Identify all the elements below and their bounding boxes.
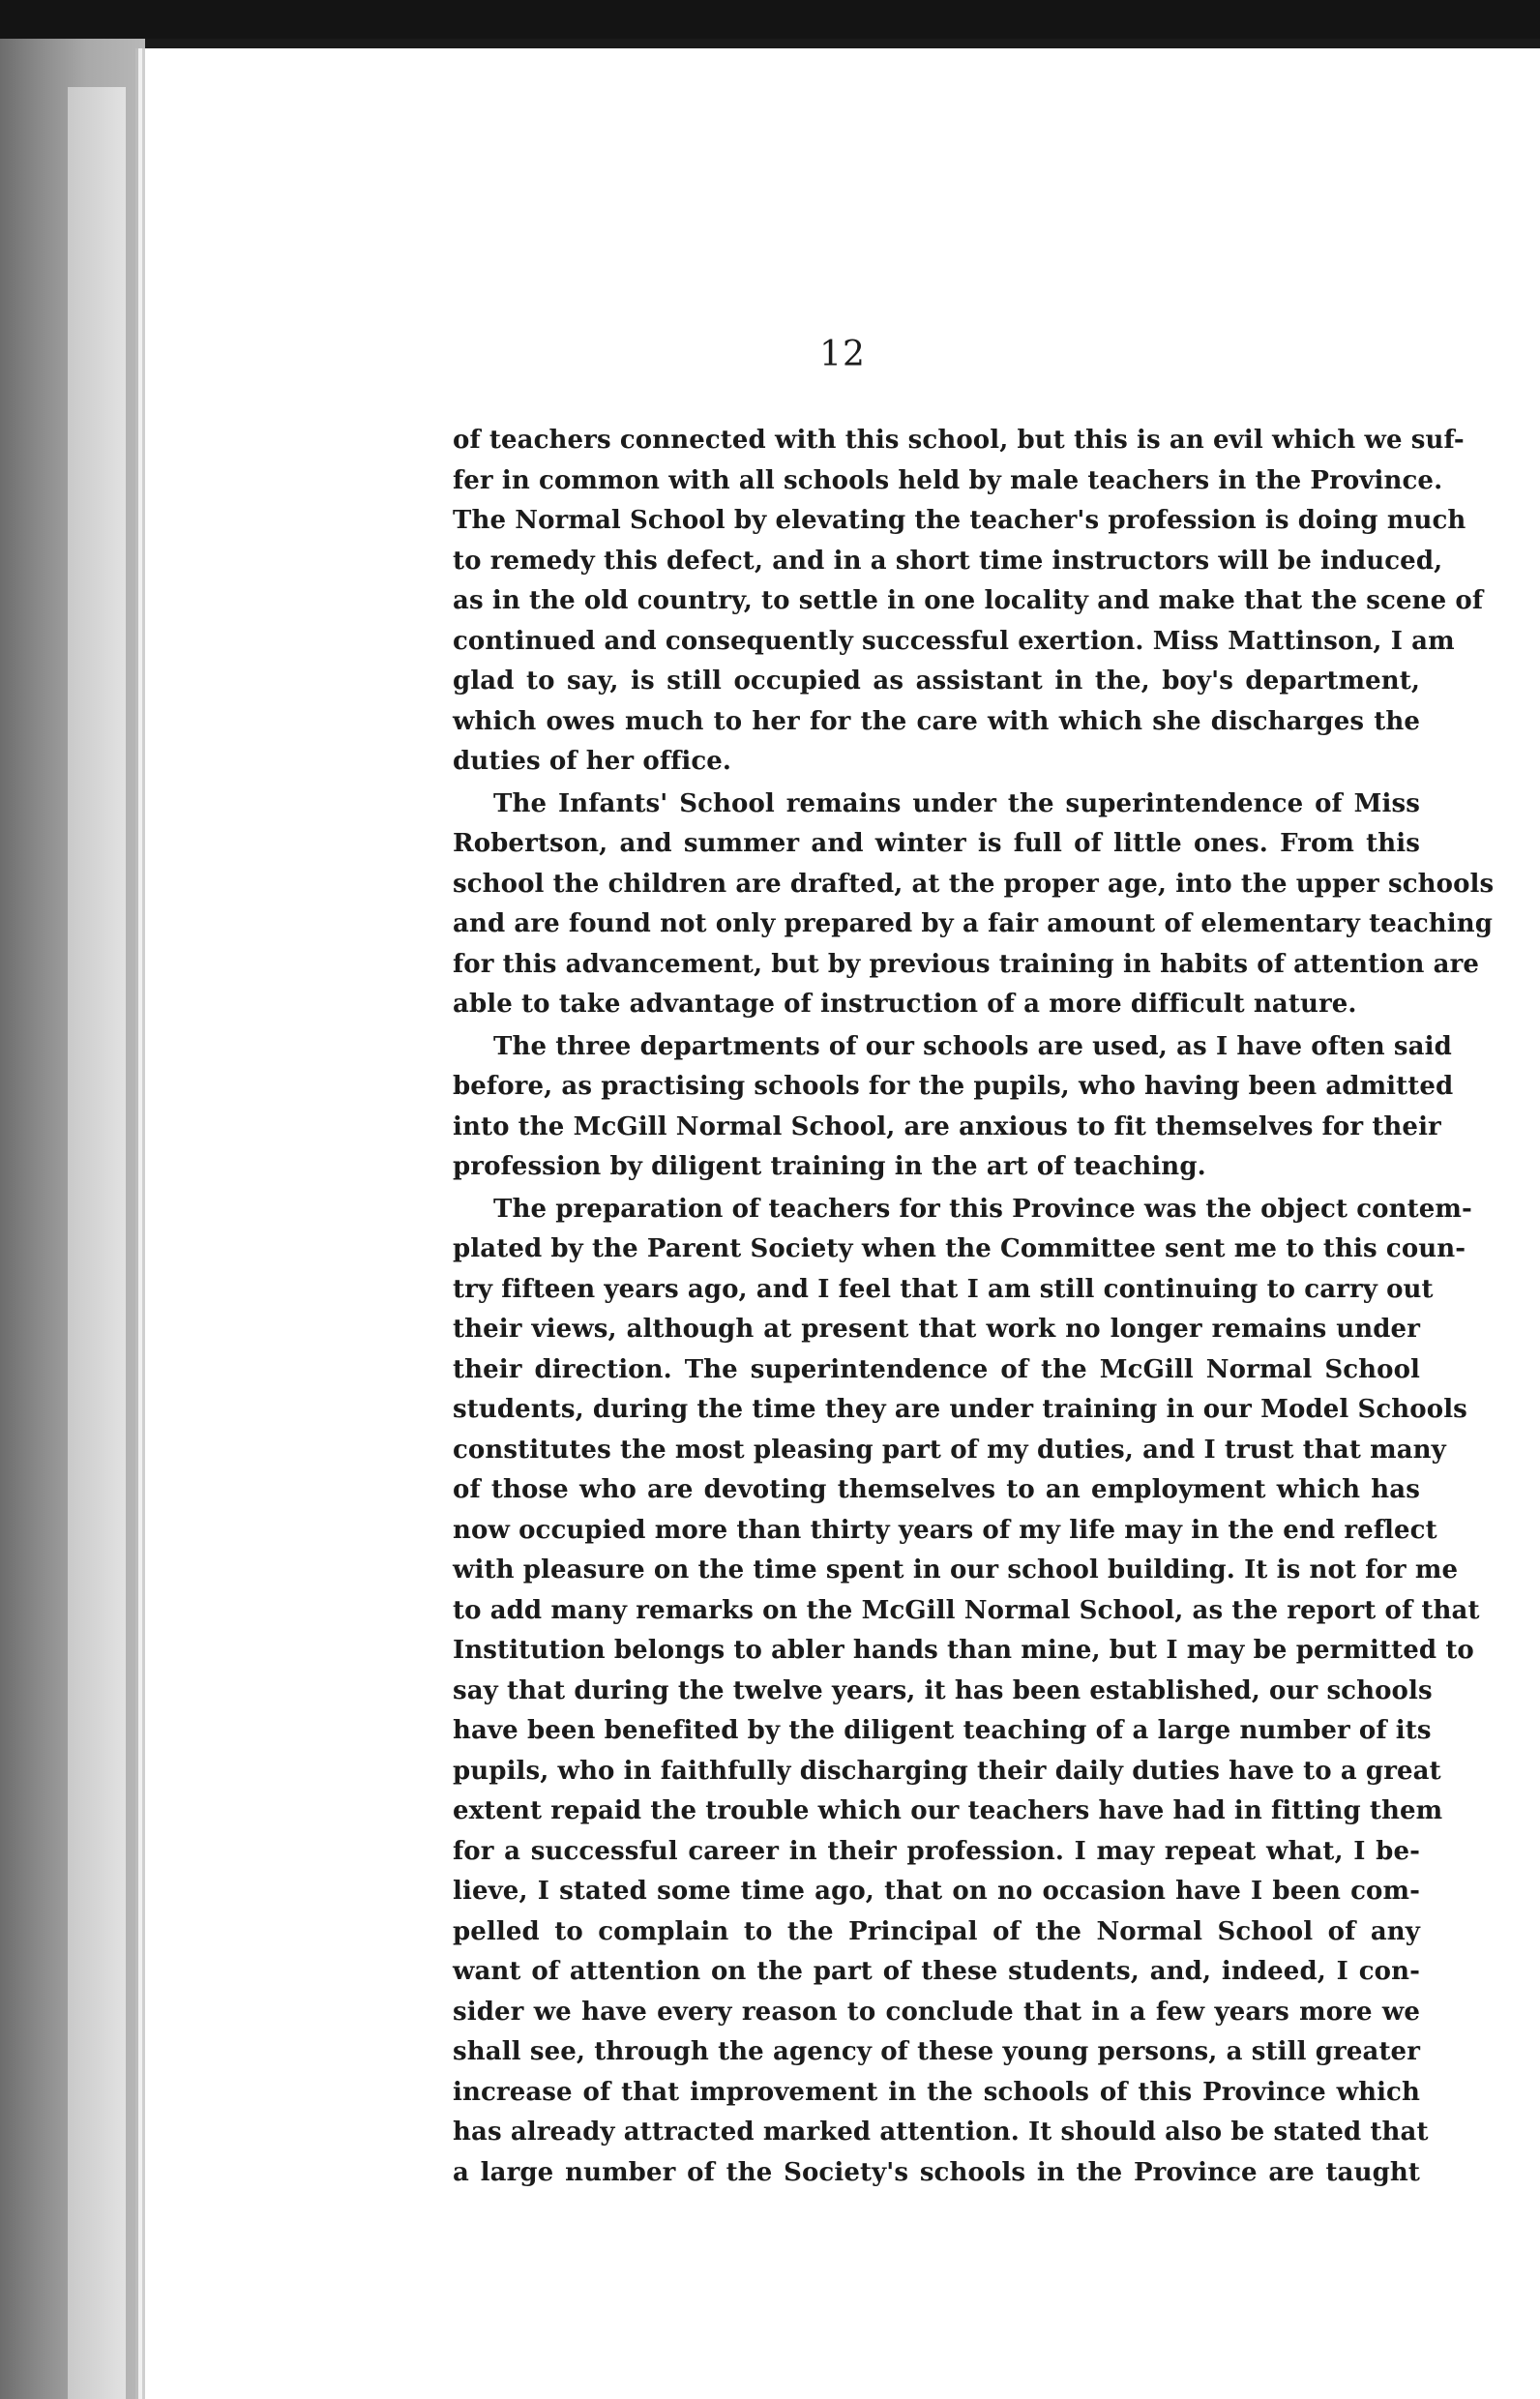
previous-page-edge [68,87,126,2399]
text-line: which owes much to her for the care with which she discharges the [453,706,1420,736]
text-line: The three departments of our schools are used, as I have often said [493,1031,1452,1061]
text-line: now occupied more than thirty years of my life may in the end reflect [453,1515,1437,1545]
text-line: The preparation of teachers for this Province was the object contem- [493,1194,1472,1224]
text-line: before, as practising schools for the pupils, who having been admitted [453,1072,1454,1101]
text-line: to add many remarks on the McGill Normal School, as the report of that [453,1595,1480,1625]
text-line: say that during the twelve years, it has been established, our schools [453,1675,1433,1705]
text-line: duties of her office. [453,747,732,776]
text-line: extent repaid the trouble which our teachers have had in fitting them [453,1796,1443,1825]
text-line: able to take advantage of instruction of a more difficult nature. [453,990,1357,1019]
text-line: plated by the Parent Society when the Committee sent me to this coun- [453,1234,1466,1263]
paragraph [453,1027,1454,1188]
text-line: a large number of the Society's schools in the Province are taught [453,2157,1420,2187]
text-line: sider we have every reason to conclude that in a few years more we [453,1997,1420,2027]
text-line: glad to say, is still occupied as assistant in the, boy's department, [453,666,1420,696]
text-line: lieve, I stated some time ago, that on no occasion have I been com- [453,1877,1420,1906]
text-line: students, during the time they are under training in our Model Schools [453,1395,1467,1424]
text-line: The Infants' School remains under the superintendence of Miss [493,788,1420,818]
text-line: fer in common with all schools held by male teachers in the Province. [453,465,1443,495]
text-line: pupils, who in faithfully discharging their daily duties have to a great [453,1756,1441,1786]
text-line: profession by diligent training in the art of teaching. [453,1152,1206,1181]
scan-background [0,0,1540,39]
text-line: of those who are devoting themselves to an employment which has [453,1475,1420,1504]
text-line: to remedy this defect, and in a short time instructors will be induced, [453,546,1443,576]
text-line: increase of that improvement in the schools of this Province which [453,2077,1420,2107]
text-line: constitutes the most pleasing part of my duties, and I trust that many [453,1435,1446,1465]
text-line: their views, although at present that work no longer remains under [453,1315,1420,1344]
text-line: as in the old country, to settle in one locality and make that the scene of [453,586,1484,615]
text-line: have been benefited by the diligent teaching of a large number of its [453,1716,1432,1745]
paragraph [453,421,1484,783]
text-line: of teachers connected with this school, but this is an evil which we suf- [453,426,1465,455]
text-line: pelled to complain to the Principal of the Normal School of any [453,1916,1420,1946]
page-number: 12 [819,335,866,374]
paragraph [453,785,1495,1025]
text-line: shall see, through the agency of these young persons, a still greater [453,2037,1420,2066]
text-line: their direction. The superintendence of the McGill Normal School [453,1354,1420,1384]
text-line: school the children are drafted, at the proper age, into the upper schools [453,869,1495,899]
text-line: into the McGill Normal School, are anxious to fit themselves for their [453,1111,1441,1141]
text-line: for a successful career in their profession. I may repeat what, I be- [453,1836,1420,1866]
body-text [453,421,1495,2193]
text-line: try fifteen years ago, and I feel that I am still continuing to carry out [453,1274,1434,1304]
text-line: for this advancement, but by previous training in habits of attention are [453,949,1480,979]
text-line: continued and consequently successful exertion. Miss Mattinson, I am [453,626,1455,656]
text-line: Institution belongs to abler hands than mine, but I may be permitted to [453,1636,1474,1665]
paragraph [453,1190,1480,2194]
text-line: The Normal School by elevating the teacher's profession is doing much [453,506,1466,535]
text-line: Robertson, and summer and winter is full of little ones. From this [453,829,1420,858]
text-line: want of attention on the part of these students, and, indeed, I con- [453,1957,1420,1986]
text-line: has already attracted marked attention. It should also be stated that [453,2118,1429,2147]
document-page [145,48,1540,2399]
text-line: with pleasure on the time spent in our school building. It is not for me [453,1555,1459,1585]
text-line: and are found not only prepared by a fair amount of elementary teaching [453,909,1494,938]
